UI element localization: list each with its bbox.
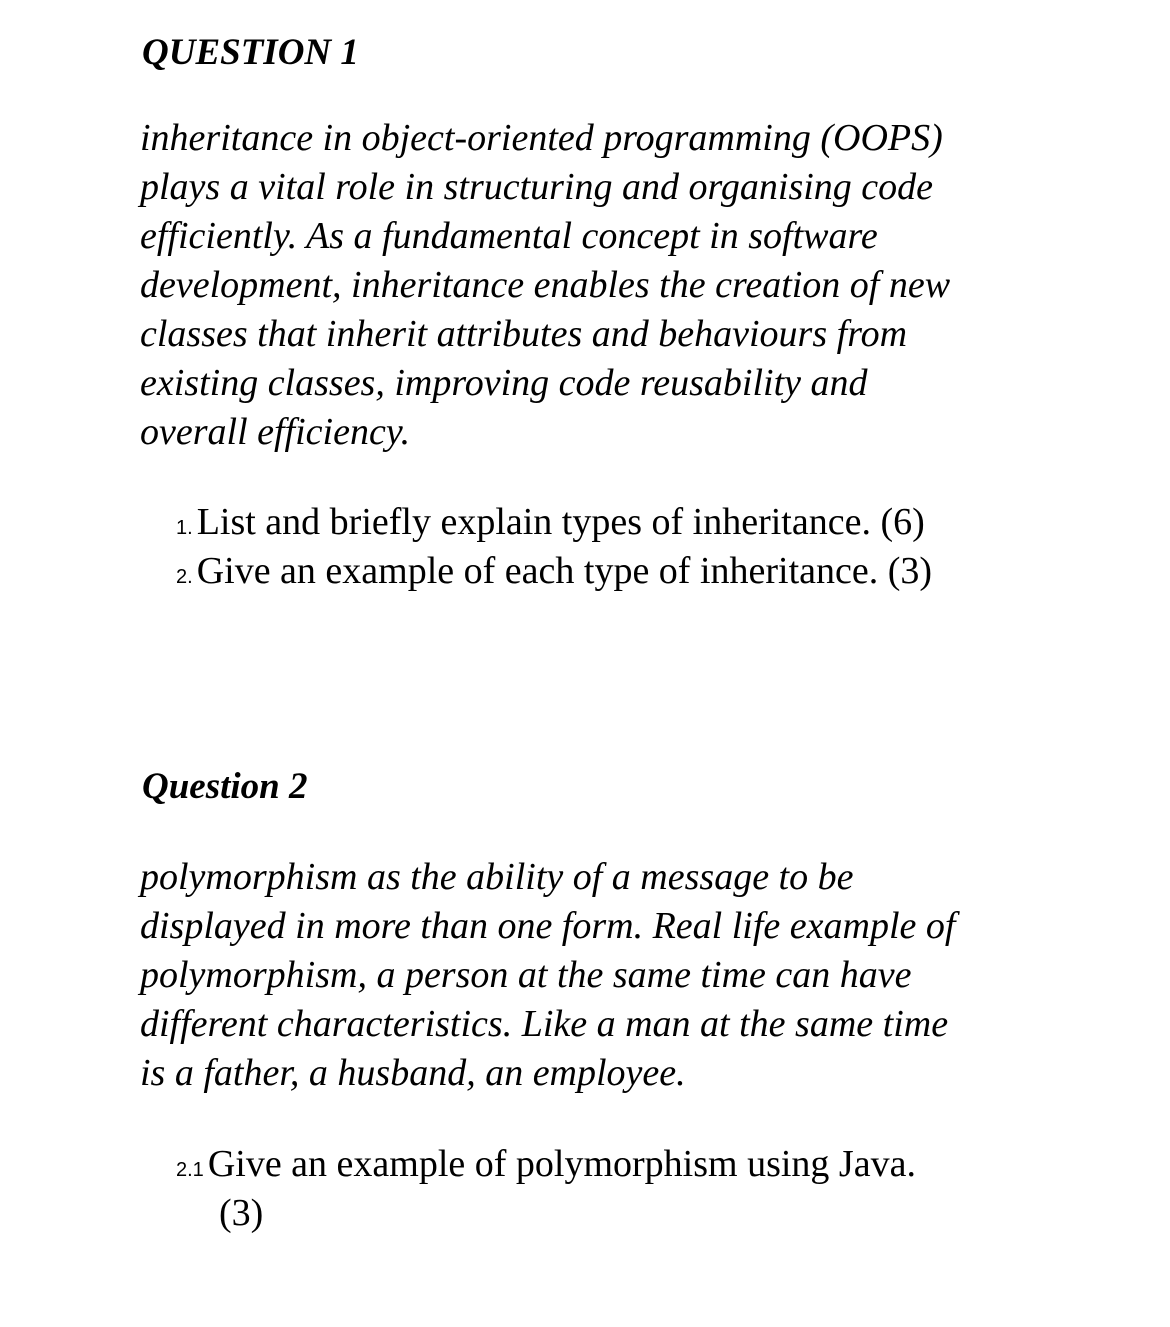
paragraph-line: polymorphism as the ability of a message to be — [140, 856, 854, 898]
list-item — [176, 1140, 916, 1195]
paragraph-line: overall efficiency. — [140, 411, 411, 453]
paragraph-line: displayed in more than one form. Real life example of — [140, 905, 956, 947]
question-1-heading: QUESTION 1 — [142, 32, 359, 73]
list-item-text: List and briefly explain types of inheritance. (6) — [196, 501, 925, 543]
paragraph-line: is a father, a husband, an employee. — [140, 1052, 686, 1094]
list-item-text: Give an example of polymorphism using Java. — [207, 1143, 916, 1185]
question-2-heading: Question 2 — [142, 766, 308, 807]
list-item-number: 1. — [176, 517, 193, 539]
paragraph-line: plays a vital role in structuring and organising code — [140, 166, 934, 208]
paragraph-line: efficiently. As a fundamental concept in software — [140, 215, 878, 257]
list-item-continuation: (3) — [219, 1192, 264, 1234]
paragraph-line: development, inheritance enables the creation of new — [140, 264, 951, 306]
list-item-number: 2. — [176, 566, 193, 588]
list-item-text: Give an example of each type of inheritance. (3) — [196, 550, 933, 592]
paragraph-line: different characteristics. Like a man at the same time — [140, 1003, 949, 1045]
paragraph-line: polymorphism, a person at the same time can have — [140, 954, 912, 996]
paragraph-line: existing classes, improving code reusability and — [140, 362, 868, 404]
list-item — [176, 547, 932, 602]
list-item-number: 2.1 — [176, 1159, 204, 1181]
list-item — [176, 498, 925, 553]
paragraph-line: classes that inherit attributes and behaviours from — [140, 313, 908, 355]
paragraph-line: inheritance in object-oriented programming (OOPS) — [140, 117, 943, 159]
